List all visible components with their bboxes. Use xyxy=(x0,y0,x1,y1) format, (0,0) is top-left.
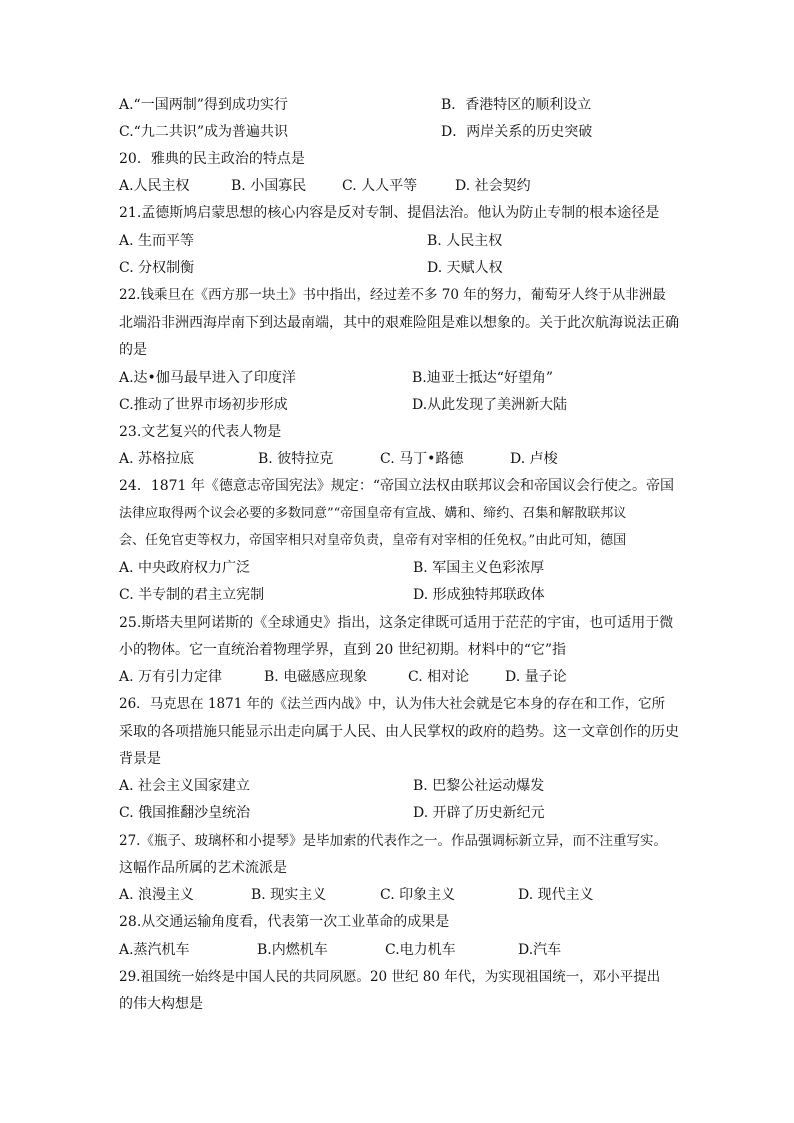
q25-option-a: A. 万有引力定律 xyxy=(119,669,223,685)
q28-stem: 28.从交通运输角度看，代表第一次工业革命的成果是 xyxy=(119,914,450,930)
q22-option-b: B.迪亚士抵达“好望角” xyxy=(412,370,554,386)
q22-stem-line-3: 的是 xyxy=(119,342,147,358)
q21-option-c: C. 分权制衡 xyxy=(119,260,195,276)
q27-stem-line-2: 这幅作品所属的艺术流派是 xyxy=(119,860,287,876)
q25-stem-line-2: 小的物体。它一直统治着物理学界，直到 20 世纪初期。材料中的“它”指 xyxy=(119,642,567,658)
q26-option-b: B. 巴黎公社运动爆发 xyxy=(413,778,545,794)
q25-option-c: C. 相对论 xyxy=(408,669,470,685)
q24-option-c: C. 半专制的君主立宪制 xyxy=(119,587,265,603)
q22-stem-line-1: 22.钱乘旦在《西方那一块土》书中指出，经过差不多 70 年的努力，葡萄牙人终于从非洲最 xyxy=(119,287,666,303)
q27-option-b: B. 现实主义 xyxy=(251,887,327,903)
q23-stem: 23.文艺复兴的代表人物是 xyxy=(119,424,282,440)
q19-option-b: B．香港特区的顺利设立 xyxy=(441,97,592,113)
q21-option-d: D. 天赋人权 xyxy=(427,260,503,276)
q27-option-a: A. 浪漫主义 xyxy=(119,887,195,903)
q23-option-d: D. 卢梭 xyxy=(510,451,558,467)
q22-option-d: D.从此发现了美洲新大陆 xyxy=(412,397,568,413)
q29-stem-line-1: 29.祖国统一始终是中国人民的共同夙愿。20 世纪 80 年代，为实现祖国统一，邓小平提出 xyxy=(119,969,661,985)
q24-option-a: A. 中央政府权力广泛 xyxy=(119,560,251,576)
q28-option-c: C.电力机车 xyxy=(385,942,456,958)
q24-option-b: B. 军国主义色彩浓厚 xyxy=(413,560,545,576)
q23-option-b: B. 彼特拉克 xyxy=(258,451,334,467)
q20-option-b: B. 小国寡民 xyxy=(231,178,307,194)
q27-option-c: C. 印象主义 xyxy=(380,887,456,903)
q19-option-c: C.“九二共识”成为普遍共识 xyxy=(119,124,288,140)
q26-option-a: A. 社会主义国家建立 xyxy=(119,778,251,794)
q25-option-d: D. 量子论 xyxy=(505,669,567,685)
q29-stem-line-2: 的伟大构想是 xyxy=(119,996,203,1012)
q28-option-b: B.内燃机车 xyxy=(257,942,328,958)
q20-option-d: D. 社会契约 xyxy=(455,178,531,194)
q24-stem-line-3: 会、任免官吏等权力，帝国宰相只对皇帝负责，皇帝有对宰相的任免权。”由此可知，德国 xyxy=(119,533,627,548)
q21-option-a: A. 生而平等 xyxy=(119,233,195,249)
q20-stem: 20．雅典的民主政治的特点是 xyxy=(119,151,305,167)
q21-option-b: B. 人民主权 xyxy=(427,233,503,249)
q19-option-d: D．两岸关系的历史突破 xyxy=(441,124,593,140)
q26-option-d: D. 开辟了历史新纪元 xyxy=(413,805,545,821)
q22-option-a: A.达•伽马最早进入了印度洋 xyxy=(119,370,296,386)
q24-option-d: D. 形成独特邦联政体 xyxy=(413,587,545,603)
q26-stem-line-3: 背景是 xyxy=(119,751,161,767)
q28-option-a: A.蒸汽机车 xyxy=(119,942,190,958)
q25-stem-line-1: 25.斯塔夫里阿诺斯的《全球通史》指出，这条定律既可适用于茫茫的宇宙，也可适用于微 xyxy=(119,615,674,631)
q23-option-a: A. 苏格拉底 xyxy=(119,451,195,467)
q28-option-d: D.汽车 xyxy=(518,942,562,958)
q24-stem-line-1: 24．1871 年《德意志帝国宪法》规定：“帝国立法权由联邦议会和帝国议会行使之。帝国 xyxy=(119,478,675,494)
q20-option-c: C. 人人平等 xyxy=(342,178,418,194)
q20-option-a: A.人民主权 xyxy=(119,178,190,194)
q26-stem-line-2: 采取的各项措施只能显示出走向属于人民、由人民掌权的政府的趋势。这一文章创作的历史 xyxy=(119,724,679,740)
q23-option-c: C. 马丁•路德 xyxy=(380,451,464,467)
q27-stem-line-1: 27.《瓶子、玻璃杯和小提琴》是毕加索的代表作之一。作品强调标新立异，而不注重写实。 xyxy=(119,833,667,849)
q25-option-b: B. 电磁感应现象 xyxy=(264,669,368,685)
q22-stem-line-2: 北端沿非洲西海岸南下到达最南端，其中的艰难险阻是难以想象的。关于此次航海说法正确 xyxy=(119,315,679,331)
q22-option-c: C.推动了世界市场初步形成 xyxy=(119,397,288,413)
q19-option-a: A.“一国两制”得到成功实行 xyxy=(119,97,288,113)
q21-stem: 21.孟德斯鸠启蒙思想的核心内容是反对专制、提倡法治。他认为防止专制的根本途径是 xyxy=(119,205,660,221)
q27-option-d: D. 现代主义 xyxy=(518,887,594,903)
q26-stem-line-1: 26．马克思在 1871 年的《法兰西内战》中，认为伟大社会就是它本身的存在和工作，它所 xyxy=(119,696,666,712)
q26-option-c: C. 俄国推翻沙皇统治 xyxy=(119,805,251,821)
q24-stem-line-2: 法律应取得两个议会必要的多数同意”“帝国皇帝有宣战、媾和、缔约、召集和解散联邦议 xyxy=(119,506,627,521)
